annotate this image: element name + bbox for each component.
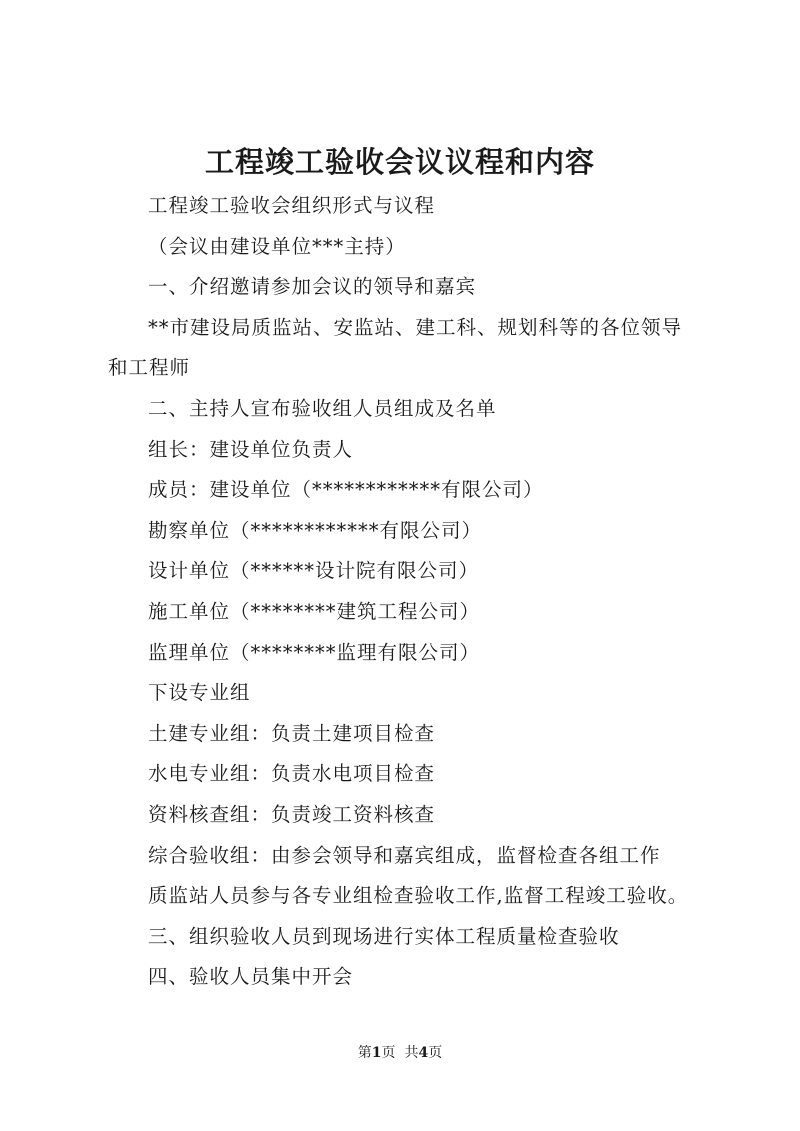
paragraph-line: 施工单位（********建筑工程公司） (148, 599, 481, 623)
paragraph-line: 三、组织验收人员到现场进行实体工程质量检查验收 (148, 924, 620, 948)
footer-prefix: 第 (357, 1045, 372, 1061)
paragraph-line: 四、验收人员集中开会 (148, 965, 354, 989)
paragraph-line: 资料核查组：负责竣工资料核查 (148, 802, 436, 826)
paragraph-line: 质监站人员参与各专业组检查验收工作,监督工程竣工验收。 (148, 884, 689, 908)
paragraph-line: 土建专业组：负责土建项目检查 (148, 721, 436, 745)
paragraph-line: 成员：建设单位（************有限公司） (148, 478, 544, 502)
paragraph-line: 组长：建设单位负责人 (148, 437, 354, 461)
paragraph-line: 勘察单位（************有限公司） (148, 518, 483, 542)
total-page-number: 4 (418, 1045, 429, 1061)
paragraph-line: 二、主持人宣布验收组人员组成及名单 (148, 396, 497, 420)
paragraph-line: 设计单位（******设计院有限公司） (148, 559, 480, 583)
footer-suffix: 页 (428, 1045, 443, 1061)
page-footer (0, 1043, 800, 1063)
paragraph-line: 水电专业组：负责水电项目检查 (148, 762, 436, 786)
paragraph-line: 和工程师 (108, 356, 191, 380)
paragraph-line: 综合验收组：由参会领导和嘉宾组成，监督检查各组工作 (148, 843, 661, 867)
footer-middle: 页 共 (381, 1045, 419, 1061)
paragraph-line: 监理单位（********监理有限公司） (148, 640, 481, 664)
paragraph-line: **市建设局质监站、安监站、建工科、规划科等的各位领导 (148, 315, 683, 339)
document-body (108, 186, 708, 998)
paragraph-line: 一、介绍邀请参加会议的领导和嘉宾 (148, 275, 477, 299)
paragraph-line: （会议由建设单位***主持） (148, 234, 406, 258)
current-page-number: 1 (371, 1045, 382, 1061)
paragraph-line: 工程竣工验收会组织形式与议程 (148, 194, 436, 217)
document-title: 工程竣工验收会议议程和内容 (204, 145, 595, 179)
paragraph-line: 下设专业组 (148, 681, 251, 705)
